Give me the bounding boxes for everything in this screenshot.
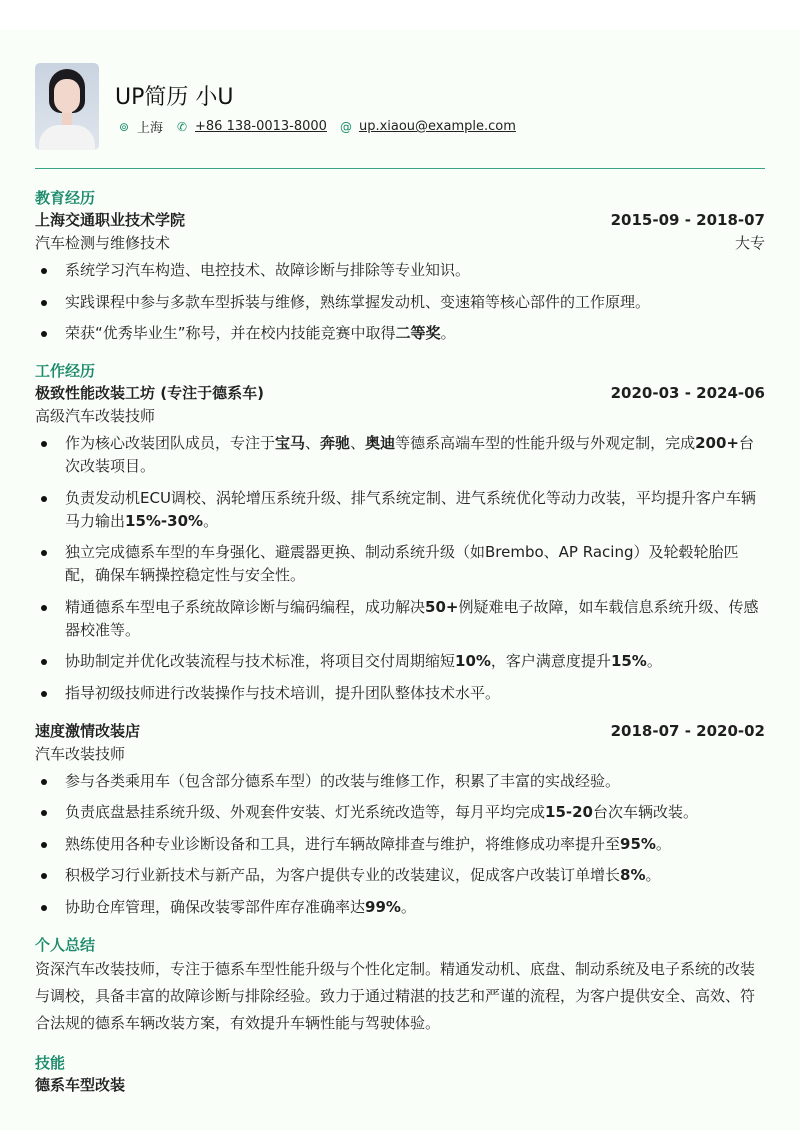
job-dates: 2018-07 - 2020-02 — [610, 721, 765, 740]
bullet-text: 积极学习行业新技术与新产品，为客户提供专业的改装建议，促成客户改装订单增长 — [65, 866, 621, 884]
summary-text: 资深汽车改装技师，专注于德系车型性能升级与个性化定制。精通发动机、底盘、制动系统及电子系统的改装与调校，具备丰富的故障诊断与排除经验。致力于通过精湛的技艺和严谨的流程，为客户提供安全、高效、符合法规的德系车辆改装方案，有效提升车辆性能与驾驶体验。 — [35, 959, 756, 1032]
location: 上海 — [137, 121, 164, 136]
bullet-item — [35, 833, 765, 856]
header-divider — [35, 168, 765, 169]
candidate-name: UP简历 小U — [115, 85, 234, 110]
bullet-item — [35, 596, 765, 642]
bullet-text: 荣获“优秀毕业生”称号，并在校内技能竞赛中取得 — [65, 324, 396, 342]
bullet-text: 负责底盘悬挂系统升级、外观套件安装、灯光系统改造等，每月平均完成 — [65, 803, 546, 821]
education-section — [35, 187, 765, 345]
bullet-text: 。 — [203, 511, 219, 530]
major: 汽车检测与维修技术 — [35, 234, 171, 252]
bullet-item — [35, 291, 765, 314]
bullet-text: 、 — [350, 434, 366, 452]
bullet-text: 指导初级技师进行改装操作与技术培训，提升团队整体技术水平。 — [65, 683, 501, 702]
section-title: 教育经历 — [35, 189, 96, 207]
map-pin-icon: ⊚ — [118, 119, 130, 134]
bullet-text: 台次改装项目。 — [65, 434, 755, 475]
bullet-item — [35, 487, 765, 533]
bullet-text: 参与各类乘用车（包含部分德系车型）的改装与维修工作，积累了丰富的实战经验。 — [65, 771, 621, 790]
job-bullets — [35, 770, 765, 919]
bullet-text: 作为核心改装团队成员，专注于 — [65, 434, 276, 452]
contact-info — [117, 117, 522, 136]
summary-section — [35, 934, 765, 1037]
section-title: 技能 — [35, 1053, 66, 1072]
bullet-item — [35, 801, 765, 824]
highlight-text: 200+ — [695, 434, 739, 452]
at-icon: @ — [339, 119, 352, 134]
phone-link[interactable]: +86 138-0013-8000 — [195, 119, 327, 134]
highlight-text: 15% — [610, 652, 647, 670]
phone-icon: ✆ — [176, 119, 188, 134]
bullet-text: 精通德系车型电子系统故障诊断与编码编程，成功解决 — [65, 597, 426, 616]
skills-section — [35, 1052, 765, 1097]
profile-photo — [35, 63, 99, 150]
bullet-item — [35, 432, 765, 478]
highlight-text: 奥迪 — [365, 434, 396, 452]
bullet-text: 。 — [646, 652, 662, 670]
bullet-item — [35, 259, 765, 282]
bullet-item — [35, 682, 765, 705]
resume-header — [35, 63, 765, 151]
bullet-text: 台次车辆改装。 — [593, 803, 699, 821]
job-role: 高级汽车改装技师 — [35, 407, 156, 425]
section-title: 工作经历 — [35, 362, 96, 380]
highlight-text: 宝马 — [275, 434, 306, 452]
highlight-text: 50+ — [425, 597, 459, 616]
highlight-text: 奔驰 — [320, 434, 351, 452]
resume-page — [0, 30, 800, 1130]
education-bullets — [35, 259, 765, 345]
school-name: 上海交通职业技术学院 — [35, 211, 186, 229]
bullet-text: 协助仓库管理，确保改装零部件库存准确率达 — [65, 897, 366, 916]
bullet-item — [35, 864, 765, 887]
bullet-item — [35, 896, 765, 919]
highlight-text: 10% — [455, 652, 491, 670]
job-dates: 2020-03 - 2024-06 — [610, 384, 765, 402]
bullet-text: 。 — [645, 866, 661, 884]
bullet-text: 实践课程中参与多款车型拆装与维修，熟练掌握发动机、变速箱等核心部件的工作原理。 — [65, 292, 651, 311]
highlight-text: 15-20 — [545, 803, 593, 821]
bullet-text: 。 — [440, 324, 456, 342]
highlight-text: 15%-30% — [125, 511, 204, 530]
highlight-text: 95% — [620, 834, 656, 853]
bullet-text: 。 — [655, 834, 671, 853]
work-section — [35, 360, 765, 919]
bullet-text: 负责发动机ECU调校、涡轮增压系统升级、排气系统定制、进气系统优化等动力改装，平均提升客户车辆马力输出 — [65, 488, 756, 530]
highlight-text: 99% — [365, 897, 401, 916]
job-bullets — [35, 432, 765, 705]
bullet-text: 系统学习汽车构造、电控技术、故障诊断与排除等专业知识。 — [65, 261, 471, 279]
bullet-text: 例疑难电子故障，如车载信息系统升级、传感器校准等。 — [65, 597, 759, 639]
bullet-text: 独立完成德系车型的车身强化、避震器更换、制动系统升级（如Brembo、AP Racing）及轮毂轮胎匹配，确保车辆操控稳定性与安全性。 — [65, 543, 739, 584]
bullet-item — [35, 770, 765, 793]
highlight-text: 8% — [620, 866, 646, 884]
bullet-text: 、 — [305, 434, 321, 452]
bullet-text: 熟练使用各种专业诊断设备和工具，进行车辆故障排查与维护，将维修成功率提升至 — [65, 834, 621, 853]
bullet-item — [35, 650, 765, 673]
company-name: 速度激情改装店 — [35, 721, 141, 740]
bullet-text: ，客户满意度提升 — [490, 652, 611, 670]
job-entry — [35, 382, 765, 705]
bullet-text: 。 — [400, 897, 416, 916]
job-entry — [35, 720, 765, 919]
company-name: 极致性能改装工坊 (专注于德系车) — [35, 384, 264, 402]
bullet-item — [35, 541, 765, 587]
bullet-text: 等德系高端车型的性能升级与外观定制，完成 — [395, 434, 696, 452]
degree: 大专 — [734, 234, 765, 252]
bullet-text: 协助制定并优化改装流程与技术标准，将项目交付周期缩短 — [65, 652, 456, 670]
education-dates: 2015-09 - 2018-07 — [610, 211, 765, 229]
highlight-text: 二等奖 — [395, 324, 441, 342]
bullet-item — [35, 322, 765, 345]
section-title: 个人总结 — [35, 935, 96, 954]
skill-group-title: 德系车型改装 — [35, 1075, 126, 1094]
email-link[interactable]: up.xiaou@example.com — [358, 119, 516, 134]
job-role: 汽车改装技师 — [35, 744, 126, 763]
